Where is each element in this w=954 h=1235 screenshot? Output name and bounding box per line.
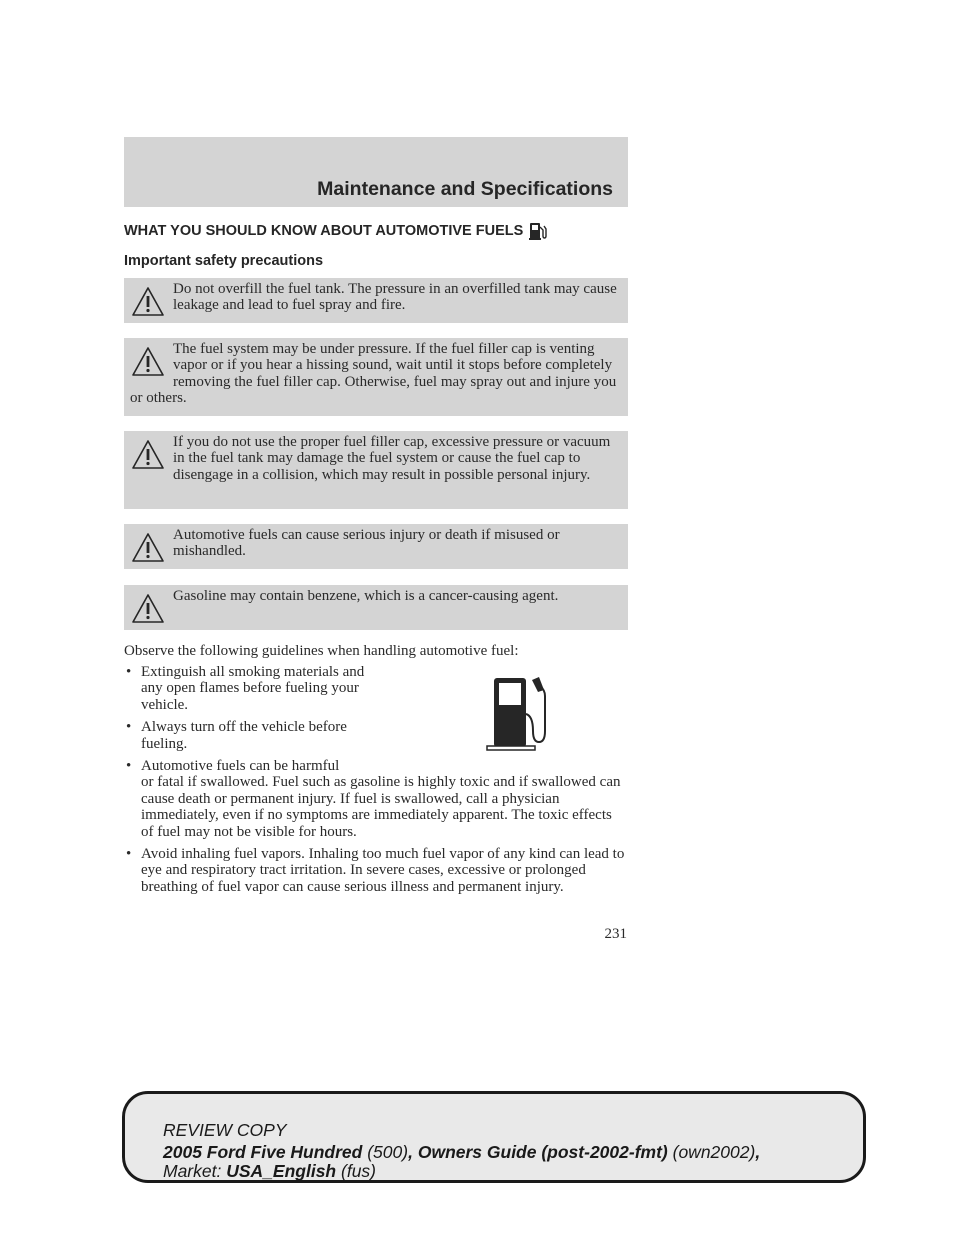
warning-box-4: [124, 524, 628, 569]
section-heading-text: WHAT YOU SHOULD KNOW ABOUT AUTOMOTIVE FUELS: [124, 223, 524, 239]
warning-box-1: [124, 278, 628, 323]
warning-box-2: [124, 338, 628, 416]
warning-text: If you do not use the proper fuel filler cap, excessive pressure or vacuum in the fuel tank may damage the fuel system or cause the fuel cap to disengage in a collision, which may result in possible personal injury.: [173, 434, 611, 483]
guide-code: (own2002): [672, 1142, 756, 1162]
page-title: Maintenance and Specifications: [317, 178, 613, 200]
warning-text: The fuel system may be under pressure. If the fuel filler cap is venting vapor or if you hear a hissing sound, wait until it stops before completely removing the fuel filler cap. Otherwise, fuel may spray out and injure you or others.: [130, 341, 617, 407]
review-label: REVIEW COPY: [163, 1120, 287, 1140]
list-item-first-line: Automotive fuels can be harmful: [141, 758, 340, 775]
warning-triangle-icon: [130, 531, 166, 565]
review-copy-box: [122, 1091, 866, 1183]
section-heading: [124, 221, 548, 241]
model-code: (500): [367, 1142, 409, 1162]
fuel-pump-icon: [528, 221, 548, 241]
separator: ,: [755, 1142, 761, 1162]
subheading: Important safety precautions: [124, 253, 324, 269]
fuel-pump-illustration: [486, 676, 550, 752]
warning-text: Automotive fuels can cause serious injury or death if misused or mishandled.: [173, 527, 560, 560]
warning-text: Gasoline may contain benzene, which is a cancer-causing agent.: [173, 588, 559, 604]
warning-box-3: [124, 431, 628, 509]
intro-paragraph: Observe the following guidelines when handling automotive fuel:: [124, 643, 519, 659]
warning-triangle-icon: [130, 345, 166, 379]
list-item: • Extinguish all smoking materials and any open flames before fueling your vehicle.: [124, 664, 371, 713]
model-name: 2005 Ford Five Hundred: [163, 1142, 363, 1162]
guidelines-list: [124, 664, 628, 901]
market-info: [163, 1161, 376, 1182]
market-label: Market:: [163, 1161, 222, 1181]
header-band: [124, 137, 628, 207]
guide-name: Owners Guide (post-2002-fmt): [417, 1142, 668, 1162]
list-item-rest: or fatal if swallowed. Fuel such as gasoline is highly toxic and if swallowed can cause death or permanent injury. If fuel is swallowed, call a physician immediately, even if no symptoms are immediately apparent. The toxic effects of fuel may not be visible for hours.: [141, 774, 621, 840]
market-code: (fus): [341, 1161, 376, 1181]
list-item: [124, 758, 628, 840]
warning-text: Do not overfill the fuel tank. The pressure in an overfilled tank may cause leakage and lead to fuel spray and fire.: [173, 281, 617, 314]
warning-box-5: [124, 585, 628, 630]
warning-triangle-icon: [130, 438, 166, 472]
publication-info: [163, 1142, 760, 1163]
page-number: 231: [604, 926, 627, 942]
list-item: • Avoid inhaling fuel vapors. Inhaling too much fuel vapor of any kind can lead to eye and respiratory tract irritation. In severe cases, excessive or prolonged breathing of fuel vapor can cause serious illness and permanent injury.: [124, 846, 628, 895]
list-item: • Always turn off the vehicle before fueling.: [124, 719, 371, 752]
separator: ,: [408, 1142, 413, 1162]
warning-triangle-icon: [130, 592, 166, 626]
warning-triangle-icon: [130, 285, 166, 319]
market-name: USA_English: [226, 1161, 337, 1181]
